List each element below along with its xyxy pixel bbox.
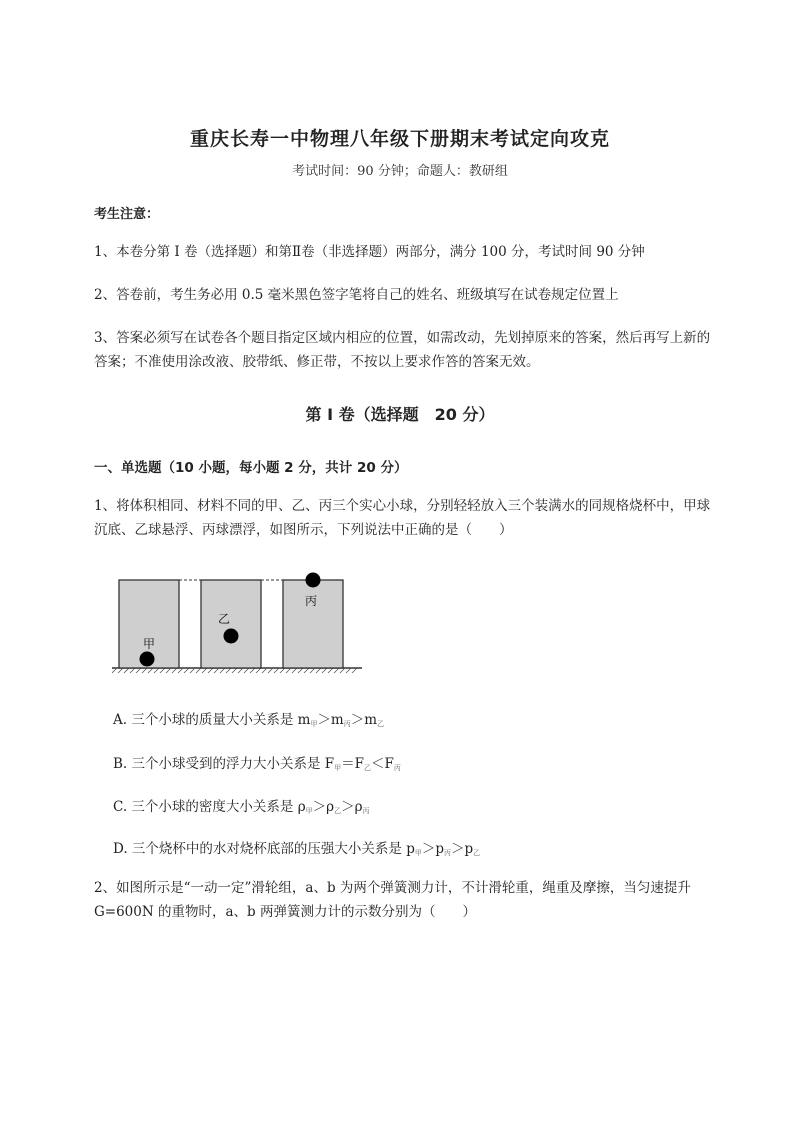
option-d-op2: ＞p xyxy=(451,841,474,857)
exam-subtitle: 考试时间：90 分钟；命题人：教研组 xyxy=(292,164,508,179)
option-c-prefix: C. 三个小球的密度大小关系是 ρ xyxy=(113,799,306,815)
ball-bing xyxy=(306,573,321,588)
option-d-sub1: 甲 xyxy=(414,849,422,857)
option-b-op2: ＜F xyxy=(371,756,394,772)
option-c-op1: ＞ρ xyxy=(312,799,335,815)
option-b-sub2: 乙 xyxy=(364,764,372,772)
option-a-sub2: 丙 xyxy=(343,720,351,728)
option-a[interactable] xyxy=(113,708,384,729)
option-a-prefix: A. 三个小球的质量大小关系是 m xyxy=(113,712,311,728)
option-b[interactable] xyxy=(113,752,401,773)
option-d-sub3: 乙 xyxy=(473,849,481,857)
beaker-2 xyxy=(201,580,261,668)
option-d[interactable] xyxy=(113,837,480,858)
notice-item-1: 1、本卷分第 I 卷（选择题）和第Ⅱ卷（非选择题）两部分，满分 100 分，考试时间 90 分钟 xyxy=(94,244,645,260)
question-2-stem: 2、如图所示是“一动一定”滑轮组，a、b 为两个弹簧测力计，不计滑轮重，绳重及摩擦，当匀速提升 G=600N 的重物时，a、b 两弹簧测力计的示数分别为（ ） xyxy=(94,880,691,920)
option-b-op1: ＝F xyxy=(341,756,365,772)
question-group-title: 一、单选题（10 小题，每小题 2 分，共计 20 分） xyxy=(94,460,408,476)
section-title: 第 I 卷（选择题 20 分） xyxy=(305,405,495,424)
notice-item-3: 3、答案必须写在试卷各个题目指定区域内相应的位置，如需改动，先划掉原来的答案，然后再写上新的答案；不准使用涂改液、胶带纸、修正带，不按以上要求作答的答案无效。 xyxy=(94,330,711,370)
notice-item-2: 2、答卷前，考生务必用 0.5 毫米黑色签字笔将自己的姓名、班级填写在试卷规定位置上 xyxy=(94,287,619,303)
option-c-sub2: 乙 xyxy=(334,807,342,815)
label-yi: 乙 xyxy=(218,612,231,626)
option-d-op1: ＞p xyxy=(421,841,445,857)
ball-yi xyxy=(224,629,239,644)
option-c[interactable] xyxy=(113,795,370,816)
option-d-prefix: D. 三个烧杯中的水对烧杯底部的压强大小关系是 p xyxy=(113,841,415,857)
option-c-sub3: 丙 xyxy=(362,807,370,815)
option-a-sub1: 甲 xyxy=(310,720,318,728)
option-b-sub3: 丙 xyxy=(393,764,401,772)
option-c-sub1: 甲 xyxy=(305,807,313,815)
option-a-op2: ＞m xyxy=(350,712,378,728)
ball-jia xyxy=(140,652,155,667)
option-b-prefix: B. 三个小球受到的浮力大小关系是 F xyxy=(113,756,335,772)
exam-title: 重庆长寿一中物理八年级下册期末考试定向攻克 xyxy=(189,128,610,150)
option-b-sub1: 甲 xyxy=(334,764,342,772)
notice-heading: 考生注意： xyxy=(94,207,160,222)
label-jia: 甲 xyxy=(143,637,156,651)
beaker-figure xyxy=(112,568,362,678)
option-c-op2: ＞ρ xyxy=(341,799,363,815)
label-bing: 丙 xyxy=(305,594,318,608)
option-a-sub3: 乙 xyxy=(377,720,385,728)
question-1-stem: 1、将体积相同、材料不同的甲、乙、丙三个实心小球，分别轻轻放入三个装满水的同规格烧杯中，甲球沉底、乙球悬浮、丙球漂浮，如图所示，下列说法中正确的是（ ） xyxy=(94,498,711,538)
option-d-sub2: 丙 xyxy=(444,849,452,857)
option-a-op1: ＞m xyxy=(317,712,344,728)
